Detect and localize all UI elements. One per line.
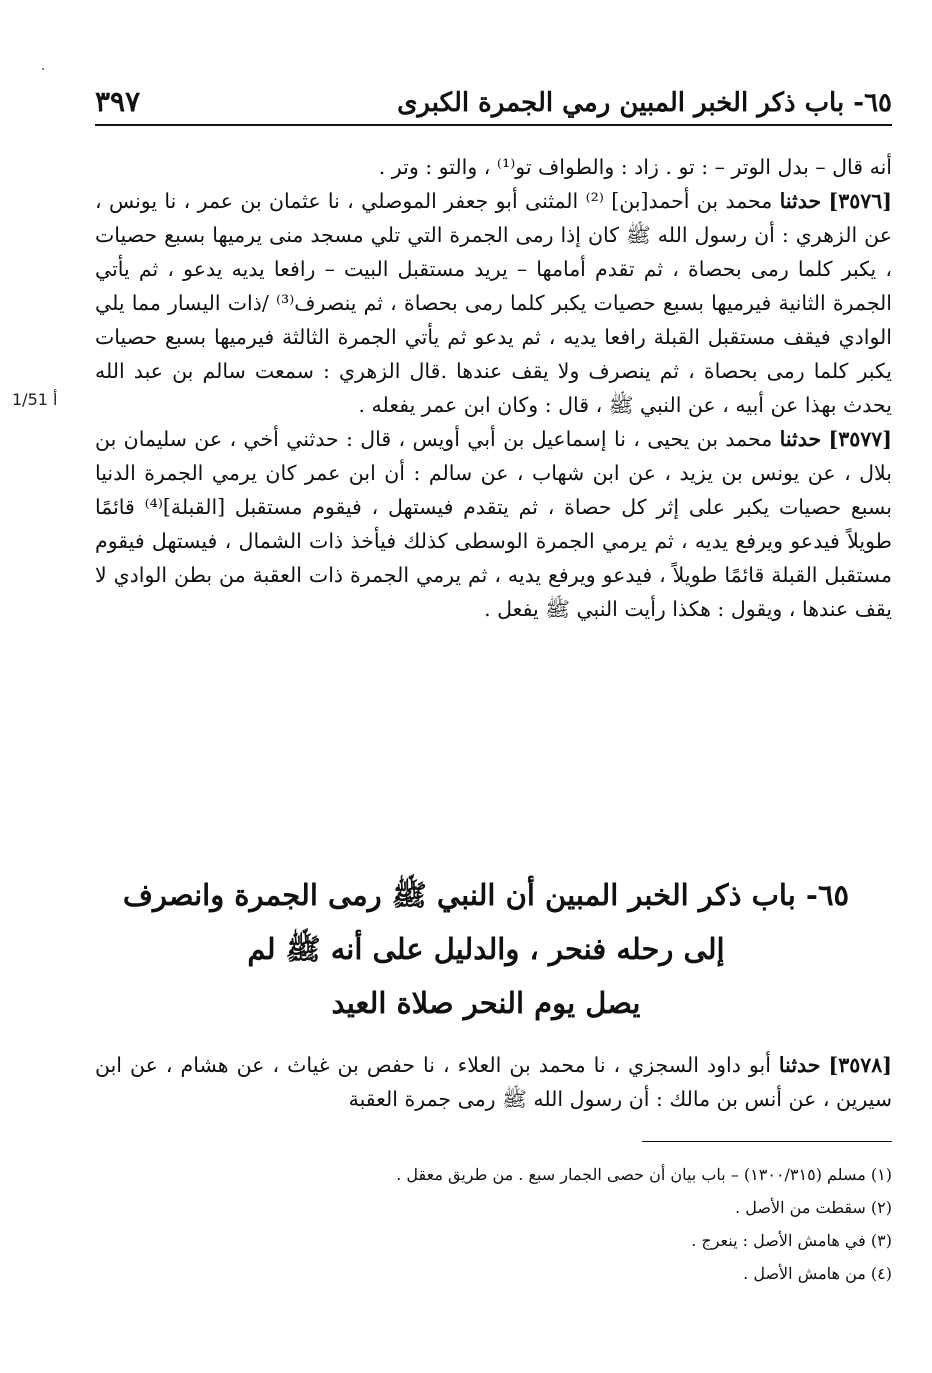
footnote-separator [642, 1141, 892, 1142]
chapter-title-line-2: إلى رحله فنحر ، والدليل على أنه ﷺ لم [247, 932, 725, 966]
chapter-title-line-3: يصل يوم النحر صلاة العيد [331, 986, 641, 1020]
hadith-3578 [95, 1048, 892, 1116]
footnote-3: (٣) في هامش الأصل : ينعرج . [691, 1231, 892, 1250]
chapter-title-line-1: ٦٥- باب ذكر الخبر المبين أن النبي ﷺ رمى الجمرة وانصرف [122, 878, 850, 912]
hadith-keyword: حدثنا [779, 189, 822, 213]
footnote-1: (١) مسلم (١٣٠٠/٣١٥) – باب بيان أن حصى الجمار سبع . من طريق معقل . [396, 1165, 892, 1184]
page-number: ٣٩٧ [95, 85, 141, 118]
continuation-paragraph: أنه قال – بدل الوتر – : تو . زاد : والطواف تو⁽¹⁾ ، والتو : وتر . [378, 155, 892, 179]
hadith-number: [٣٥٧٨] [828, 1053, 892, 1077]
main-text [95, 150, 892, 626]
running-chapter-title: ٦٥- باب ذكر الخبر المبين رمي الجمرة الكبرى [397, 88, 892, 118]
footnote-2: (٢) سقطت من الأصل . [735, 1198, 892, 1217]
hadith-number: [٣٥٧٧] [828, 427, 892, 451]
hadith-keyword: حدثنا [778, 1053, 821, 1077]
running-head [95, 78, 892, 126]
hadith-3577 [95, 422, 892, 626]
chapter-title [120, 868, 852, 1030]
hadith-3576 [95, 184, 892, 422]
manuscript-folio-note: 1/51 أ [12, 390, 58, 409]
hadith-keyword: حدثنا [779, 427, 822, 451]
hadith-text: محمد بن يحيى ، نا إسماعيل بن أبي أويس ، قال : حدثني أخي ، عن سليمان بن بلال ، عن يونس بن يزيد ، عن ابن شهاب ، عن سالم : أن ابن عمر كان يرمي الجمرة الدنيا بسبع حصيات يكبر على إثر كل حصاة ، ثم يتقدم فيستهل ، فيقوم مستقبل [القبلة]⁽⁴⁾ قائمًا طويلاً فيدعو ويرفع يديه ، ثم يرمي الجمرة الوسطى كذلك فيأخذ ذات الشمال ، فيستهل فيقوم مستقبل القبلة قائمًا طويلاً ، فيدعو ويرفع يديه ، ثم يرمي الجمرة ذات العقبة من بطن الوادي لا يقف عندها ، ويقول : هكذا رأيت النبي ﷺ يفعل . [95, 427, 892, 621]
footnotes [95, 1158, 892, 1290]
hadith-text: أبو داود السجزي ، نا محمد بن العلاء ، نا حفص بن غياث ، عن هشام ، عن ابن سيرين ، عن أنس بن مالك : أن رسول الله ﷺ رمى جمرة العقبة [95, 1053, 892, 1111]
hadith-text: محمد بن أحمد[بن] ⁽²⁾ المثنى أبو جعفر الموصلي ، نا عثمان بن عمر ، نا يونس ، عن الزهري : أن رسول الله ﷺ كان إذا رمى الجمرة التي تلي مسجد منى يرميها بسبع حصيات ، يكبر كلما رمى بحصاة ، ثم تقدم أمامها – يريد مستقبل البيت – رافعا يديه يدعو ، ثم يأتي الجمرة الثانية فيرميها بسبع حصيات يكبر كلما رمى بحصاة ، ثم ينصرف⁽³⁾ /ذات اليسار مما يلي الوادي فيقف مستقبل القبلة رافعا يديه ، ثم يدعو ثم يأتي الجمرة الثالثة فيرميها بسبع حصيات يكبر كلما رمى بحصاة ، ثم ينصرف ولا يقف عندها .قال الزهري : سمعت سالم بن عبد الله يحدث بهذا عن أبيه ، عن النبي ﷺ ، قال : وكان ابن عمر يفعله . [95, 189, 892, 417]
footnote-4: (٤) من هامش الأصل . [743, 1264, 892, 1283]
hadith-number: [٣٥٧٦] [828, 189, 892, 213]
speck [42, 68, 44, 70]
